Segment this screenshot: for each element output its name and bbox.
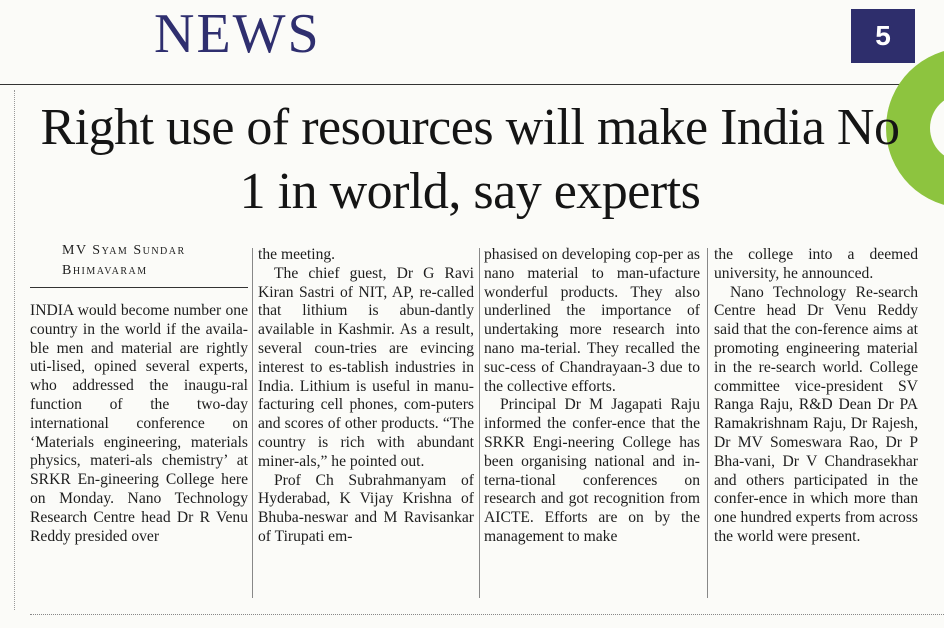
footer-rule (30, 614, 944, 615)
paragraph: Prof Ch Subrahmanyam of Hyderabad, K Vijay Krishna of Bhuba-neswar and M Ravisankar of Tirupati em- (258, 471, 474, 545)
byline-rule (30, 287, 248, 288)
paragraph: the meeting. (258, 246, 336, 263)
article-column-1 (30, 302, 248, 546)
article-column-2 (258, 246, 474, 547)
paragraph: INDIA would become number one country in the world if the availa-ble men and material are rightly uti-lised, opined several experts, who addressed the inaugu-ral function of the two-day international conference on ‘Materials engineering, materials physics, materi-als chemistry’ at SRKR En-gineering College here on Monday. Nano Technology Research Centre head Dr R Venu Reddy presided over (30, 302, 248, 545)
article-column-4 (714, 246, 918, 547)
header-rule (0, 84, 944, 85)
article-column-3 (484, 246, 700, 547)
page-number-badge: 5 (851, 9, 915, 63)
paragraph: the college into a deemed university, he announced. (714, 246, 918, 282)
page-gutter (0, 90, 15, 610)
section-title: NEWS (154, 3, 321, 65)
paragraph: The chief guest, Dr G Ravi Kiran Sastri of NIT, AP, re-called that lithium is abun-dantly available in Kashmir. As a result, several coun-tries are evincing interest to es-tablish industries in India. Lithium is useful in manu-facturing cell phones, com-puters and scores of other products. “The country is rich with abundant miner-als,” he pointed out. (258, 264, 474, 470)
headline: Right use of resources will make India No 1 in world, say experts (40, 99, 900, 220)
paragraph: phasised on developing cop-per as nano material to man-ufacture wonderful products. They also underlined the importance of undertaking more research into nano ma-terial. They recalled the suc-cess of Chandrayaan-3 due to the collective efforts. (484, 246, 700, 395)
paragraph: Principal Dr M Jagapati Raju informed the confer-ence that the SRKR Engi-neering College has been organising national and in-terna-tional conferences on research and got recognition from AICTE. Efforts are on by the management to make (484, 396, 700, 545)
byline-author: MV Syam Sundar (62, 243, 186, 258)
byline-place: Bhimavaram (62, 263, 148, 278)
column-divider (479, 248, 480, 598)
column-divider (252, 248, 253, 598)
column-divider (707, 248, 708, 598)
paragraph: Nano Technology Re-search Centre head Dr Venu Reddy said that the con-ference aims at promoting engineering material in the re-search world. College committee vice-president SV Ranga Raju, R&D Dean Dr PA Ramakrishnam Raju, Dr Rajesh, Dr MV Someswara Rao, Dr P Bha-vani, Dr V Chandrasekhar and others participated in the confer-ence in which more than one hundred experts from across the world were present. (714, 283, 918, 545)
byline (62, 241, 242, 281)
